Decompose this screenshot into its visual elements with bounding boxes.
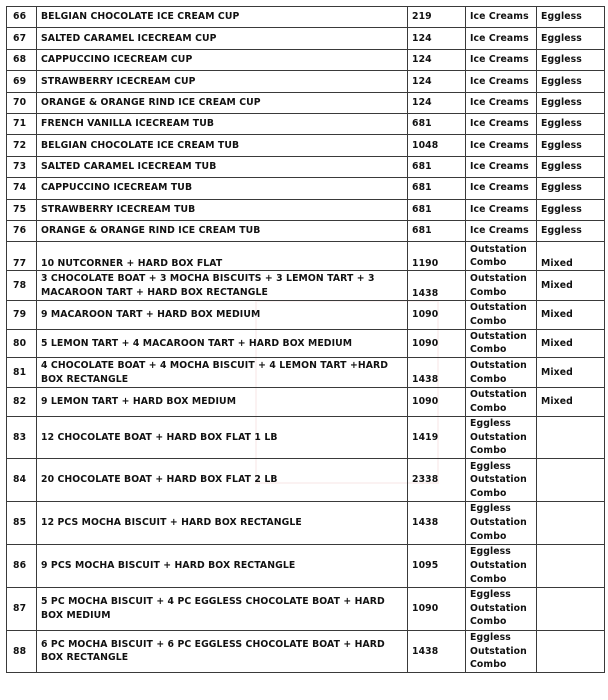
item-number: 71 — [7, 113, 37, 134]
table-row — [7, 329, 605, 357]
item-type: Eggless — [537, 92, 605, 113]
item-price: 1090 — [408, 587, 466, 630]
item-price: 681 — [408, 113, 466, 134]
item-price: 1095 — [408, 544, 466, 587]
item-type: Eggless — [537, 71, 605, 92]
item-type: Eggless — [537, 220, 605, 241]
item-name: STRAWBERRY ICECREAM TUB — [37, 199, 408, 220]
item-category: Outstation Combo — [466, 271, 537, 301]
item-type: Mixed — [537, 242, 605, 271]
item-price: 1438 — [408, 502, 466, 545]
item-price: 1438 — [408, 271, 466, 301]
item-category: Eggless Outstation Combo — [466, 416, 537, 459]
item-name: BELGIAN CHOCOLATE ICE CREAM TUB — [37, 135, 408, 156]
item-category: Outstation Combo — [466, 388, 537, 416]
item-number: 79 — [7, 301, 37, 329]
item-number: 85 — [7, 502, 37, 545]
item-type: Eggless — [537, 135, 605, 156]
table-row — [7, 199, 605, 220]
item-number: 72 — [7, 135, 37, 156]
table-row — [7, 220, 605, 241]
item-category: Outstation Combo — [466, 242, 537, 271]
item-name: STRAWBERRY ICECREAM CUP — [37, 71, 408, 92]
item-number: 78 — [7, 271, 37, 301]
table-row — [7, 416, 605, 459]
item-price: 1090 — [408, 301, 466, 329]
item-price: 681 — [408, 178, 466, 199]
item-category: Ice Creams — [466, 199, 537, 220]
item-type — [537, 544, 605, 587]
item-number: 80 — [7, 329, 37, 357]
item-price: 1090 — [408, 329, 466, 357]
item-name: 5 LEMON TART + 4 MACAROON TART + HARD BOX MEDIUM — [37, 329, 408, 357]
item-price: 2338 — [408, 459, 466, 502]
item-number: 83 — [7, 416, 37, 459]
item-number: 88 — [7, 630, 37, 673]
item-name: ORANGE & ORANGE RIND ICE CREAM CUP — [37, 92, 408, 113]
item-price: 681 — [408, 220, 466, 241]
item-name: 12 PCS MOCHA BISCUIT + HARD BOX RECTANGLE — [37, 502, 408, 545]
item-number: 87 — [7, 587, 37, 630]
item-price: 124 — [408, 49, 466, 70]
item-type: Eggless — [537, 49, 605, 70]
item-name: CAPPUCCINO ICECREAM CUP — [37, 49, 408, 70]
item-price: 681 — [408, 156, 466, 177]
item-price: 1419 — [408, 416, 466, 459]
item-name: 9 MACAROON TART + HARD BOX MEDIUM — [37, 301, 408, 329]
table-row — [7, 178, 605, 199]
item-category: Ice Creams — [466, 135, 537, 156]
item-category: Ice Creams — [466, 156, 537, 177]
table-row — [7, 71, 605, 92]
item-number: 82 — [7, 388, 37, 416]
item-category: Outstation Combo — [466, 329, 537, 357]
item-type: Eggless — [537, 7, 605, 28]
item-name: ORANGE & ORANGE RIND ICE CREAM TUB — [37, 220, 408, 241]
item-category: Outstation Combo — [466, 301, 537, 329]
item-type — [537, 459, 605, 502]
item-type — [537, 630, 605, 673]
menu-table — [6, 6, 605, 673]
table-row — [7, 156, 605, 177]
item-type: Mixed — [537, 301, 605, 329]
item-category: Ice Creams — [466, 92, 537, 113]
menu-table-body — [7, 7, 605, 673]
item-number: 73 — [7, 156, 37, 177]
item-type — [537, 502, 605, 545]
item-type: Eggless — [537, 199, 605, 220]
item-category: Eggless Outstation Combo — [466, 502, 537, 545]
item-name: 12 CHOCOLATE BOAT + HARD BOX FLAT 1 LB — [37, 416, 408, 459]
table-row — [7, 502, 605, 545]
table-row — [7, 587, 605, 630]
item-number: 84 — [7, 459, 37, 502]
item-number: 77 — [7, 242, 37, 271]
item-name: 10 NUTCORNER + HARD BOX FLAT — [37, 242, 408, 271]
item-type: Mixed — [537, 358, 605, 388]
item-price: 1190 — [408, 242, 466, 271]
table-row — [7, 113, 605, 134]
item-number: 81 — [7, 358, 37, 388]
item-name: 20 CHOCOLATE BOAT + HARD BOX FLAT 2 LB — [37, 459, 408, 502]
item-category: Eggless Outstation Combo — [466, 587, 537, 630]
item-category: Eggless Outstation Combo — [466, 630, 537, 673]
item-name: 9 LEMON TART + HARD BOX MEDIUM — [37, 388, 408, 416]
item-category: Ice Creams — [466, 49, 537, 70]
table-row — [7, 388, 605, 416]
item-category: Eggless Outstation Combo — [466, 544, 537, 587]
table-row — [7, 135, 605, 156]
item-name: SALTED CARAMEL ICECREAM CUP — [37, 28, 408, 49]
item-type: Eggless — [537, 156, 605, 177]
table-row — [7, 28, 605, 49]
item-category: Outstation Combo — [466, 358, 537, 388]
item-type: Eggless — [537, 28, 605, 49]
table-row — [7, 544, 605, 587]
item-number: 66 — [7, 7, 37, 28]
table-row — [7, 459, 605, 502]
item-type: Eggless — [537, 113, 605, 134]
item-category: Eggless Outstation Combo — [466, 459, 537, 502]
item-price: 219 — [408, 7, 466, 28]
table-row — [7, 92, 605, 113]
item-category: Ice Creams — [466, 220, 537, 241]
item-type — [537, 416, 605, 459]
table-row — [7, 301, 605, 329]
item-number: 74 — [7, 178, 37, 199]
item-price: 124 — [408, 28, 466, 49]
item-type: Mixed — [537, 329, 605, 357]
item-name: SALTED CARAMEL ICECREAM TUB — [37, 156, 408, 177]
item-price: 681 — [408, 199, 466, 220]
item-number: 75 — [7, 199, 37, 220]
item-number: 67 — [7, 28, 37, 49]
table-row — [7, 7, 605, 28]
item-name: 3 CHOCOLATE BOAT + 3 MOCHA BISCUITS + 3 LEMON TART + 3 MACAROON TART + HARD BOX RECTANGLE — [37, 271, 408, 301]
item-price: 1048 — [408, 135, 466, 156]
item-number: 70 — [7, 92, 37, 113]
table-row — [7, 49, 605, 70]
item-category: Ice Creams — [466, 28, 537, 49]
table-row — [7, 242, 605, 271]
item-price: 1438 — [408, 630, 466, 673]
item-price: 124 — [408, 92, 466, 113]
item-name: 5 PC MOCHA BISCUIT + 4 PC EGGLESS CHOCOLATE BOAT + HARD BOX MEDIUM — [37, 587, 408, 630]
item-price: 1438 — [408, 358, 466, 388]
item-type — [537, 587, 605, 630]
item-number: 86 — [7, 544, 37, 587]
item-number: 68 — [7, 49, 37, 70]
item-price: 1090 — [408, 388, 466, 416]
item-name: FRENCH VANILLA ICECREAM TUB — [37, 113, 408, 134]
item-type: Eggless — [537, 178, 605, 199]
item-number: 76 — [7, 220, 37, 241]
table-row — [7, 358, 605, 388]
item-number: 69 — [7, 71, 37, 92]
item-category: Ice Creams — [466, 113, 537, 134]
item-category: Ice Creams — [466, 178, 537, 199]
item-price: 124 — [408, 71, 466, 92]
item-name: 6 PC MOCHA BISCUIT + 6 PC EGGLESS CHOCOLATE BOAT + HARD BOX RECTANGLE — [37, 630, 408, 673]
item-category: Ice Creams — [466, 71, 537, 92]
table-row — [7, 630, 605, 673]
item-category: Ice Creams — [466, 7, 537, 28]
table-row — [7, 271, 605, 301]
item-name: 9 PCS MOCHA BISCUIT + HARD BOX RECTANGLE — [37, 544, 408, 587]
item-type: Mixed — [537, 388, 605, 416]
item-name: CAPPUCCINO ICECREAM TUB — [37, 178, 408, 199]
item-type: Mixed — [537, 271, 605, 301]
item-name: 4 CHOCOLATE BOAT + 4 MOCHA BISCUIT + 4 LEMON TART +HARD BOX RECTANGLE — [37, 358, 408, 388]
item-name: BELGIAN CHOCOLATE ICE CREAM CUP — [37, 7, 408, 28]
